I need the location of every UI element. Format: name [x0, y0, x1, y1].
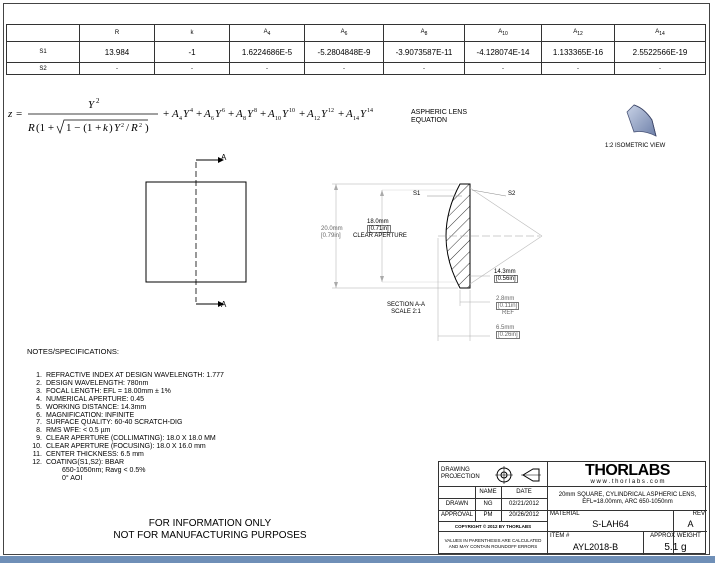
svg-text:Y: Y — [321, 108, 328, 120]
height-dimension: 20.0mm [0.79in] — [321, 226, 343, 239]
svg-text:8: 8 — [254, 108, 257, 114]
equation-label: ASPHERIC LENS EQUATION — [411, 109, 468, 124]
table-cell: -1 — [155, 42, 230, 63]
svg-text:6: 6 — [222, 108, 225, 114]
table-header-row — [7, 25, 706, 42]
svg-text:12: 12 — [328, 108, 334, 114]
table-header-cell: $A_{10}$ — [465, 25, 542, 42]
rev-header: REV — [692, 510, 705, 517]
svg-text:2: 2 — [96, 97, 100, 105]
svg-text:10: 10 — [275, 116, 281, 122]
list-item: 8. RMS WFE: < 0.5 µm — [36, 427, 111, 435]
svg-text:Y: Y — [114, 122, 121, 134]
section-view — [330, 176, 550, 346]
section-caption: SECTION A-A SCALE 2:1 — [386, 302, 425, 315]
third-angle-projection-icon — [495, 466, 543, 484]
approval-label: APPROVAL — [441, 512, 473, 518]
list-item: 11. CENTER THICKNESS: 6.5 mm — [32, 451, 144, 459]
table-header-cell: $A_{14}$ — [615, 25, 706, 42]
thorlabs-logo: THORLABS — [585, 462, 670, 479]
list-item: 3. FOCAL LENGTH: EFL = 18.00mm ± 1% — [36, 387, 171, 395]
svg-text:+: + — [299, 108, 306, 120]
svg-text:12: 12 — [314, 116, 320, 122]
website: w w w . t h o r l a b s . c o m — [590, 478, 665, 485]
title-block — [438, 461, 706, 554]
table-cell: 1.133365E-16 — [542, 42, 615, 63]
svg-text:k: k — [103, 122, 108, 134]
svg-text:Y: Y — [282, 108, 289, 120]
svg-text:+: + — [338, 108, 345, 120]
table-cell: - — [230, 63, 305, 75]
table-cell: -4.128074E-14 — [465, 42, 542, 63]
svg-text:2: 2 — [121, 123, 124, 129]
part-description: 20mm SQUARE, CYLINDRICAL ASPHERIC LENS, EFL=18.00mm, ARC 650-1050nm — [558, 491, 697, 505]
table-cell: - — [384, 63, 465, 75]
projection-label: DRAWING PROJECTION — [441, 467, 480, 480]
table-cell: - — [542, 63, 615, 75]
list-item: 1. REFRACTIVE INDEX AT DESIGN WAVELENGTH: 1.777 — [36, 372, 224, 379]
table-cell: - — [615, 63, 706, 75]
drawn-date: 02/21/2012 — [508, 500, 540, 507]
svg-text:4: 4 — [179, 116, 182, 122]
svg-text:4: 4 — [190, 108, 193, 114]
list-item: 2. DESIGN WAVELENGTH: 780nm — [36, 379, 149, 387]
approval-date: 20/26/2012 — [508, 512, 540, 518]
list-item: 7. SURFACE QUALITY: 60-40 SCRATCH-DIG — [36, 419, 183, 427]
list-item-continuation: 0° AOI — [62, 474, 83, 482]
svg-text:R: R — [131, 122, 138, 134]
name-header: NAME — [479, 488, 497, 495]
item-number: AYL2018-B — [572, 541, 619, 552]
svg-text:+: + — [163, 108, 170, 120]
section-marker-top: A — [221, 153, 227, 162]
svg-text:Y: Y — [360, 108, 367, 120]
table-cell: - — [465, 63, 542, 75]
approval-name: PM — [483, 512, 493, 518]
svg-text:): ) — [109, 122, 113, 134]
table-header-cell: $A_4$ — [230, 25, 305, 42]
table-cell: 13.984 — [80, 42, 155, 63]
information-disclaimer: FOR INFORMATION ONLY NOT FOR MANUFACTURING PURPOSES — [113, 518, 307, 541]
table-cell: - — [155, 63, 230, 75]
svg-text:A: A — [307, 108, 314, 120]
window-taskbar — [0, 556, 715, 563]
list-item: 6. MAGNIFICATION: INFINITE — [36, 411, 135, 419]
table-cell: 2.5522566E-19 — [615, 42, 706, 63]
asphere-coefficient-table — [6, 24, 706, 75]
drawn-name: NG — [483, 500, 493, 507]
svg-text:R: R — [28, 122, 35, 134]
svg-text:+: + — [260, 108, 267, 120]
equation-formula — [8, 93, 408, 145]
isometric-lens-icon — [622, 100, 662, 142]
isometric-view-caption: 1:2 ISOMETRIC VIEW — [605, 143, 666, 149]
clear-aperture-dimension: 18.0mm [0.71in] CLEAR APERTURE — [353, 219, 407, 239]
copyright: COPYRIGHT © 2012 BY THORLABS — [454, 523, 532, 529]
svg-text:=: = — [16, 108, 23, 120]
list-item: 10. CLEAR APERTURE (FOCUSING): 18.0 X 16.0 mm — [32, 443, 206, 451]
svg-text:14: 14 — [353, 116, 359, 122]
svg-text:10: 10 — [289, 108, 295, 114]
svg-text:Y: Y — [215, 108, 222, 120]
edge-thickness-dimension: 2.8mm [0.11in] REF — [496, 296, 518, 316]
item-header: ITEM # — [550, 532, 570, 539]
table-cell: 1.6224686E-5 — [230, 42, 305, 63]
table-row — [7, 42, 706, 63]
list-item: 4. NUMERICAL APERTURE: 0.45 — [36, 395, 145, 403]
table-header-cell: k — [155, 25, 230, 42]
values-note: VALUES IN PARENTHESIS ARE CALCULATED AND MAY CONTAIN ROUNDOFF ERRORS — [444, 538, 542, 549]
surface-s1-label: S1 — [413, 191, 421, 197]
table-header-cell — [7, 25, 80, 42]
svg-text:+: + — [228, 108, 235, 120]
svg-text:A: A — [172, 108, 179, 120]
list-item: 9. CLEAR APERTURE (COLLIMATING): 18.0 X 18.0 MM — [36, 435, 216, 443]
svg-text:+: + — [196, 108, 203, 120]
svg-text:A: A — [204, 108, 211, 120]
table-cell: S1 — [7, 42, 80, 63]
table-header-cell: $A_{12}$ — [542, 25, 615, 42]
weight-value: 5.1 g — [664, 541, 687, 553]
drawn-label: DRAWN — [445, 500, 469, 507]
svg-text:2: 2 — [139, 123, 142, 129]
svg-text:(1 +: (1 + — [36, 122, 55, 134]
table-header-cell: R — [80, 25, 155, 42]
list-item: 12. COATING(S1,S2): BBAR — [32, 458, 125, 466]
list-item: 5. WORKING DISTANCE: 14.3mm — [36, 403, 147, 411]
rev-value: A — [687, 519, 694, 529]
table-cell: - — [305, 63, 384, 75]
section-marker-bottom: A — [221, 300, 227, 309]
svg-text:A: A — [346, 108, 353, 120]
table-header-cell: $A_6$ — [305, 25, 384, 42]
surface-s2-label: S2 — [508, 191, 516, 197]
svg-text:Y: Y — [247, 108, 254, 120]
svg-text:6: 6 — [211, 116, 214, 122]
center-thickness-dimension: 6.5mm [0.26in] — [496, 325, 518, 338]
working-distance-dimension: 14.3mm [0.56in] — [494, 269, 516, 282]
svg-text:Y: Y — [183, 108, 190, 120]
svg-text:8: 8 — [243, 116, 246, 122]
svg-text:/: / — [126, 122, 130, 134]
svg-text:z: z — [8, 108, 13, 120]
list-item-continuation: 650-1050nm; Ravg < 0.5% — [62, 466, 146, 474]
material-value: S-LAH64 — [592, 519, 629, 529]
svg-text:Y: Y — [88, 99, 95, 111]
svg-text:14: 14 — [367, 108, 373, 114]
svg-text:): ) — [145, 122, 149, 134]
table-cell: -5.2804848E-9 — [305, 42, 384, 63]
notes-title: NOTES/SPECIFICATIONS: — [27, 347, 119, 356]
table-header-cell: $A_8$ — [384, 25, 465, 42]
weight-header: APPROX WEIGHT — [650, 532, 701, 539]
table-cell: - — [80, 63, 155, 75]
table-cell: S2 — [7, 63, 80, 75]
table-cell: -3.9073587E-11 — [384, 42, 465, 63]
svg-text:A: A — [236, 108, 243, 120]
front-view — [140, 152, 250, 312]
date-header: DATE — [516, 488, 532, 495]
table-row — [7, 63, 706, 75]
svg-text:A: A — [268, 108, 275, 120]
svg-text:1 − (1 +: 1 − (1 + — [66, 122, 102, 134]
material-header: MATERIAL — [550, 510, 580, 517]
notes-list — [28, 372, 224, 483]
